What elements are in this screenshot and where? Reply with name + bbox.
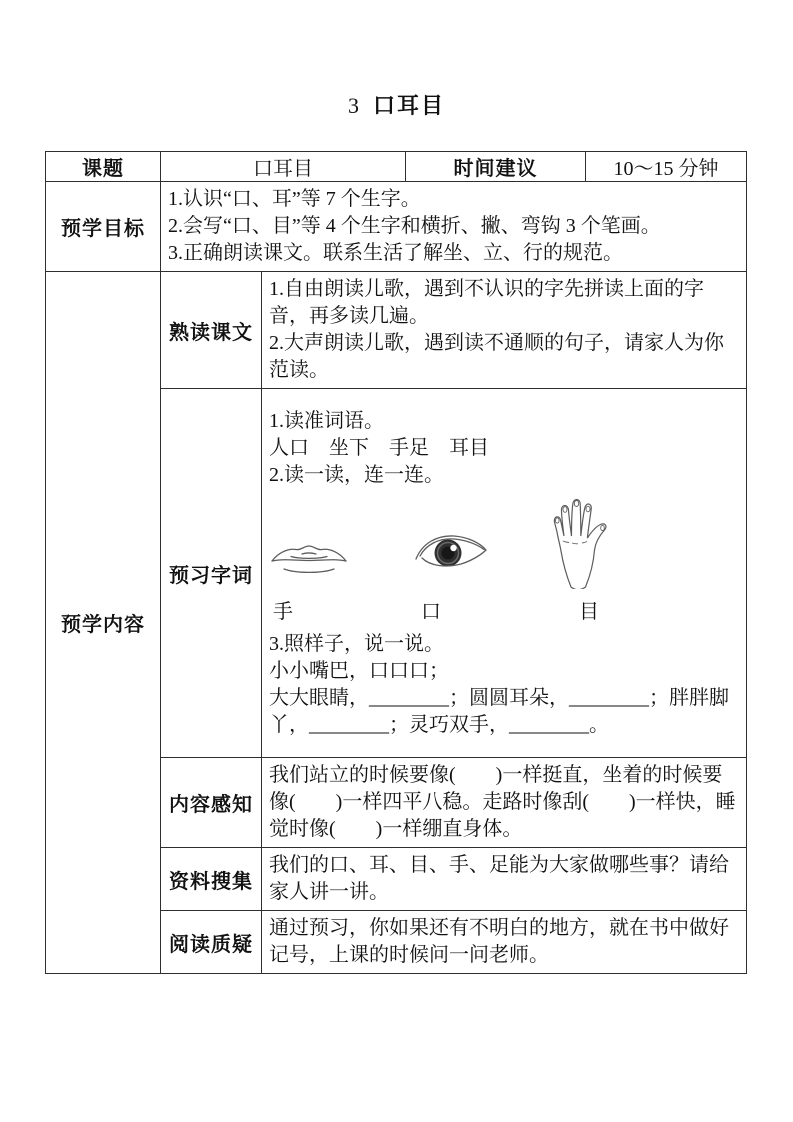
read-item: 2.大声朗读儿歌，遇到读不通顺的句子，请家人为你范读。 xyxy=(269,332,724,381)
lesson-number: 3 xyxy=(347,93,359,118)
lips-image xyxy=(269,537,349,577)
lesson-title-text: 口耳目 xyxy=(372,93,445,118)
words-step1-line: 1.读准词语。 xyxy=(269,409,384,432)
section-words-content xyxy=(262,389,747,758)
section-research-content: 我们的口、耳、目、手、足能为大家做哪些事？请给家人讲一讲。 xyxy=(262,848,747,911)
words-step3-line: 3.照样子，说一说。 xyxy=(269,632,444,655)
section-sense-label: 内容感知 xyxy=(161,758,262,848)
match-images-row xyxy=(269,495,740,591)
section-words-label: 预习字词 xyxy=(161,389,262,758)
page-title xyxy=(0,0,793,120)
words-step2-line: 2.读一读，连一连。 xyxy=(269,463,444,486)
section-sense-content: 我们站立的时候要像( )一样挺直，坐着的时候要像( )一样四平八稳。走路时像刮( )一样快，睡觉时像( )一样绷直身体。 xyxy=(262,758,747,848)
section-read-content xyxy=(262,272,747,389)
goal-item: 1.认识“口、耳”等 7 个生字。 xyxy=(168,188,421,210)
example-line: 小小嘴巴，口口口； xyxy=(269,659,449,682)
goal-item: 3.正确朗读课文。联系生活了解坐、立、行的规范。 xyxy=(168,242,623,264)
preview-table xyxy=(45,151,747,974)
time-label-cell: 时间建议 xyxy=(406,152,586,182)
content-label-cell: 预学内容 xyxy=(46,272,161,974)
section-read-label: 熟读课文 xyxy=(161,272,262,389)
topic-label-cell: 课题 xyxy=(46,152,161,182)
time-value-cell: 10～15 分钟 xyxy=(586,152,747,182)
match-word-mu: 目 xyxy=(579,600,599,623)
section-question-label: 阅读质疑 xyxy=(161,911,262,974)
match-words-row xyxy=(269,599,740,627)
hand-image xyxy=(550,495,614,589)
goals-content-cell xyxy=(161,182,747,272)
read-aloud-row xyxy=(46,272,747,389)
match-word-kou: 口 xyxy=(421,600,441,623)
read-item: 1.自由朗读儿歌，遇到不认识的字先拼读上面的字音，再多读几遍。 xyxy=(269,278,704,327)
section-question-content: 通过预习，你如果还有不明白的地方，就在书中做好记号，上课的时候问一问老师。 xyxy=(262,911,747,974)
match-word-shou: 手 xyxy=(273,600,293,623)
word-list-line: 人口 坐下 手足 耳目 xyxy=(269,436,489,459)
fill-blanks-line: 大大眼睛，________；圆圆耳朵，________；胖胖脚丫，________；灵巧双手，________。 xyxy=(269,686,729,736)
goals-row xyxy=(46,182,747,272)
eye-image xyxy=(414,528,488,572)
section-research-label: 资料搜集 xyxy=(161,848,262,911)
topic-value-cell: 口耳目 xyxy=(161,152,406,182)
goals-label-cell: 预学目标 xyxy=(46,182,161,272)
header-row xyxy=(46,152,747,182)
goal-item: 2.会写“口、目”等 4 个生字和横折、撇、弯钩 3 个笔画。 xyxy=(168,215,661,237)
